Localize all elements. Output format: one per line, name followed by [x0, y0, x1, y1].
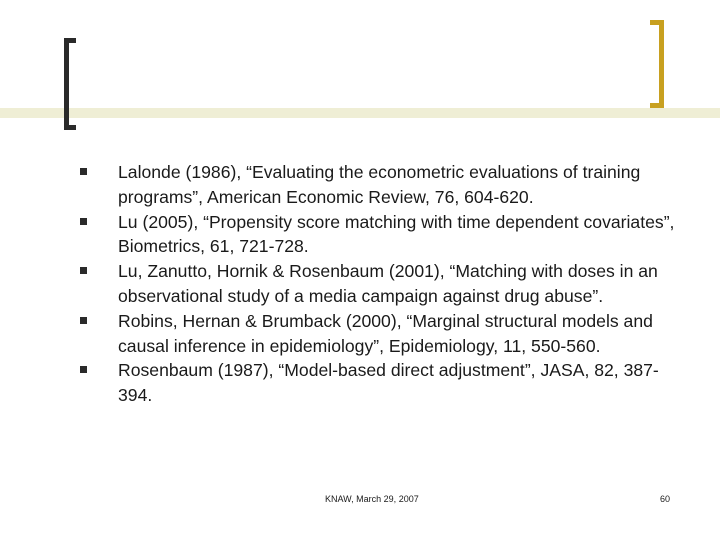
square-bullet-icon: [80, 366, 87, 373]
page-number: 60: [660, 494, 671, 504]
reference-text: Lu (2005), “Propensity score matching with time dependent covariates”, Biometrics, 61, 721-728.: [118, 211, 675, 257]
footer-date: KNAW, March 29, 2007: [325, 494, 419, 504]
square-bullet-icon: [80, 168, 87, 175]
right-bracket-decoration: [650, 20, 664, 108]
square-bullet-icon: [80, 317, 87, 324]
reference-text: Lu, Zanutto, Hornik & Rosenbaum (2001), “Matching with doses in an observational study of a media campaign against drug abuse”.: [118, 261, 658, 306]
list-item: [80, 309, 680, 359]
list-item: [80, 358, 680, 408]
reference-text: Lalonde (1986), “Evaluating the econometric evaluations of training programs”, American Economic Review, 76, 604-620.: [118, 162, 641, 207]
list-item: [80, 160, 680, 210]
reference-list: [80, 160, 680, 408]
square-bullet-icon: [80, 267, 87, 274]
square-bullet-icon: [80, 218, 87, 225]
title-band: [0, 108, 720, 118]
reference-text: Rosenbaum (1987), “Model-based direct adjustment”, JASA, 82, 387-394.: [118, 360, 659, 406]
list-item: [80, 259, 680, 309]
list-item: [80, 210, 680, 260]
left-bracket-decoration: [64, 38, 76, 130]
reference-text: Robins, Hernan & Brumback (2000), “Marginal structural models and causal inference in epidemiology”, Epidemiology, 11, 550-560.: [118, 310, 653, 356]
